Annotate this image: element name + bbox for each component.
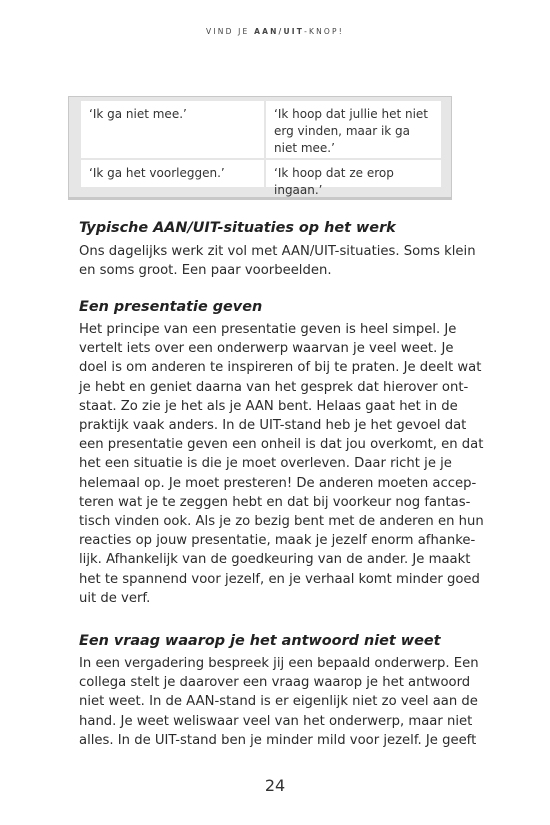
table-cell: ‘Ik hoop dat jullie het niet erg vinden, maar ik ga niet mee.’ (264, 101, 441, 158)
text-line: alles. In de UIT-stand ben je minder mild voor jezelf. Je geeft (79, 732, 477, 748)
running-head-suffix: -KNOP! (304, 27, 344, 36)
text-line: en soms groot. Een paar voorbeelden. (79, 263, 332, 279)
section-heading: Een vraag waarop je het antwoord niet weet (79, 633, 441, 649)
text-line: vertelt iets over een onderwerp waarvan je veel weet. Je (79, 341, 454, 357)
text-line: Het principe van een presentatie geven is heel simpel. Je (79, 322, 457, 337)
running-head-bold: AAN/UIT (254, 27, 305, 36)
text-line: uit de verf. (79, 590, 151, 606)
text-line: doel is om anderen te inspireren of bij te praten. Je deelt wat (79, 360, 482, 376)
section-heading: Een presentatie geven (79, 299, 263, 315)
running-head-prefix: VIND JE (206, 27, 255, 36)
section-body (79, 654, 479, 750)
text-line: het een situatie is die je moet overleven. Daar richt je je (79, 456, 452, 472)
text-line: tisch vinden ook. Als je zo bezig bent met de anderen en hun (79, 514, 484, 530)
text-line: reacties op jouw presentatie, maak je jezelf enorm afhanke- (79, 533, 476, 549)
text-line: teren wat je te zeggen hebt en dat bij voorkeur nog fantas- (79, 494, 471, 510)
page-number: 24 (264, 776, 286, 795)
text-line: hand. Je weet weliswaar veel van het onderwerp, maar niet (79, 713, 473, 729)
text-line: staat. Zo zie je het als je AAN bent. Helaas gaat het in de (79, 398, 458, 414)
text-line: helemaal op. Je moet presteren! De anderen moeten accep- (79, 475, 477, 491)
text-line: lijk. Afhankelijk van de goedkeuring van de ander. Je maakt (79, 552, 471, 568)
text-line: het te spannend voor jezelf, en je verhaal komt minder goed (79, 571, 480, 587)
text-line: collega stelt je daarover een vraag waarop je het antwoord (79, 675, 471, 691)
section-body (79, 242, 476, 280)
text-line: je hebt en geniet daarna van het gesprek dat hierover ont- (79, 379, 469, 395)
section-heading: Typische AAN/UIT-situaties op het werk (79, 220, 396, 236)
text-line: een presentatie geven een onheil is dat jou overkomt, en dat (79, 437, 484, 453)
text-line: Ons dagelijks werk zit vol met AAN/UIT-situaties. Soms klein (79, 244, 476, 259)
text-line: praktijk vaak anders. In de UIT-stand heb je het gevoel dat (79, 418, 467, 434)
running-head (0, 27, 550, 36)
table-cell: ‘Ik ga niet mee.’ (81, 101, 264, 158)
table-cell: ‘Ik hoop dat ze erop ingaan.’ (264, 160, 441, 187)
section-body (79, 320, 484, 608)
text-line: niet weet. In de AAN-stand is er eigenlijk niet zo veel aan de (79, 694, 478, 710)
text-line: In een vergadering bespreek jij een bepaald onderwerp. Een (79, 656, 479, 671)
table-cell: ‘Ik ga het voorleggen.’ (81, 160, 264, 187)
